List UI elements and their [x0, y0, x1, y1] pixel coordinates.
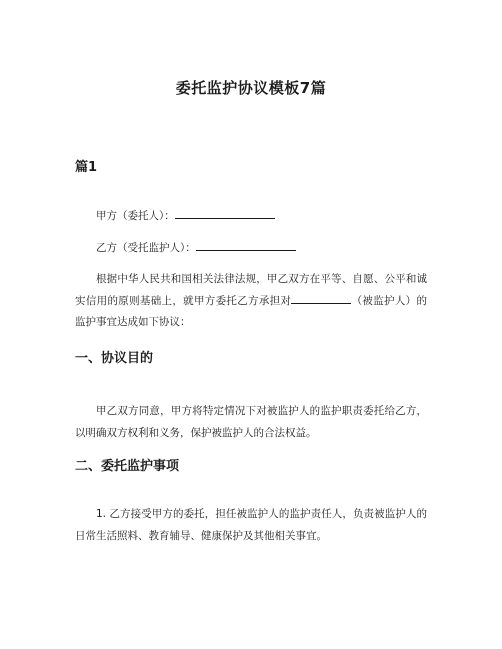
intro-text-before-blank: 根据中华人民共和国相关法律法规，甲乙双方在平等、自愿、公平和诚实信用的原则基础上，就甲方委托乙方承担对 [75, 273, 427, 307]
party-b-line [75, 238, 427, 260]
ward-name-blank [291, 291, 351, 304]
document-title: 委托监护协议模板7篇 [175, 79, 327, 97]
party-b-blank [196, 238, 296, 251]
part-heading: 篇1 [75, 160, 98, 175]
section1-heading: 一、协议目的 [75, 351, 154, 366]
party-a-label: 甲方（委托人）： [96, 210, 175, 222]
party-a-line [75, 206, 427, 228]
section2-heading: 二、委托监护事项 [75, 459, 180, 474]
section1-paragraph: 甲乙双方同意，甲方将特定情况下对被监护人的监护职责委托给乙方，以明确双方权利和义务，保护被监护人的合法权益。 [75, 405, 427, 439]
section2-item1: 1. 乙方接受甲方的委托，担任被监护人的监护责任人，负责被监护人的日常生活照料、教育辅导、健康保护及其他相关事宜。 [75, 508, 427, 542]
intro-paragraph [75, 269, 427, 334]
intro-text-after-blank: （被监护人）的监护事宜达成如下协议： [75, 294, 428, 328]
party-a-blank [175, 206, 275, 219]
party-b-label: 乙方（受托监护人）： [96, 242, 196, 254]
